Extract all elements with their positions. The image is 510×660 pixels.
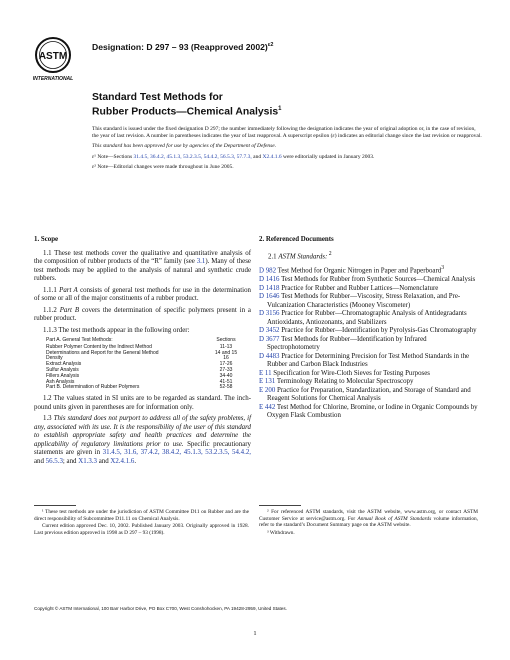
para-2-1: 2.1 ASTM Standards: $^2$ (268, 250, 332, 260)
footnote-1-approval: Current edition approved Dec. 10, 2002. Published January 2003. Originally approved in 1928. Last previous edition approved in 1998 as D 297 – 93 (1998). (34, 523, 249, 536)
epsilon-2-note: ε² Note—Editorial changes were made throughout in June 2005. (92, 163, 234, 170)
reference-item (259, 285, 478, 294)
reference-title: Practice for Rubber—Identification by Pyrolysis-Gas Chromatography (279, 327, 477, 335)
reference-item (259, 370, 478, 379)
reference-title: Test Method for Chlorine, Bromine, or Iodine in Organic Compounds by Oxygen Flask Combustion (267, 403, 478, 420)
reference-code-link[interactable]: E 442 (259, 403, 276, 411)
para-1-1: 1.1 These test methods cover the qualitative and quantitative analysis of the composition of rubber products of the “R” family (see 3.1). Many of these test methods may be applied to the analysis of natural and synthetic crude rubbers. (34, 249, 251, 282)
method-name: Ash Analysis (46, 378, 75, 385)
methods-table (34, 338, 251, 391)
method-name: Sulfur Analysis (46, 366, 79, 373)
copyright: Copyright © ASTM International, 100 Barr Harbor Drive, PO Box C700, West Conshohocken, PA 19428-2959, United States. (34, 606, 287, 611)
reference-title: Practice for Preparation, Standardization, and Storage of Standard and Reagent Solutions for Chemical Analysis (267, 386, 471, 403)
footnotes-left (34, 509, 249, 537)
reference-item (259, 327, 478, 336)
method-sections: 34-40 (219, 372, 233, 379)
right-column (259, 236, 478, 421)
methods-table-row (34, 351, 251, 357)
reference-title: Practice for Rubber—Chromatographic Analysis of Antidegradants Antioxidants, Antiozonants, and Stabilizers (267, 310, 467, 326)
astm-logo (33, 36, 73, 84)
method-sections: 27-33 (219, 366, 233, 373)
reference-item (259, 353, 478, 370)
svg-text:ASTM: ASTM (38, 51, 68, 62)
footnote-rule-right (259, 505, 301, 506)
reference-title: Practice for Determining Precision for Test Method Standards in the Rubber and Carbon Black Industries (267, 352, 470, 369)
page-number: 1 (253, 630, 257, 637)
link-3-1[interactable]: 3.1 (196, 258, 206, 265)
epsilon-1-note: ε¹ Note—Sections 31.4.5, 36.4.2, 45.1.3, 53.2.3.5, 54.4.2, 56.5.3, 57.7.3, and X2.4.1.6 were editorially updated in January 2003. (92, 153, 375, 160)
reference-item (259, 387, 478, 404)
reference-title: Specification for Wire-Cloth Sieves for Testing Purposes (271, 369, 430, 377)
document-title (92, 92, 281, 117)
para-1-1-1: 1.1.1 Part A consists of general test methods for use in the determination of some or all of the major constituents of a rubber product. (34, 286, 251, 302)
reference-item (259, 310, 478, 327)
reference-code-link[interactable]: E 11 (259, 369, 272, 377)
reference-code-link[interactable]: D 1646 (259, 293, 280, 301)
reference-title: Test Methods for Rubber—Viscosity, Stress Relaxation, and Pre-Vulcanization Characteristics (Mooney Viscometer) (267, 293, 461, 309)
para-1-2: 1.2 The values stated in SI units are to be regarded as standard. The inch-pound units given in parentheses are for information only. (34, 395, 251, 411)
reference-code-link[interactable]: D 1418 (259, 284, 280, 292)
reference-title: Terminology Relating to Molecular Spectroscopy (275, 378, 414, 386)
reference-title: Test Methods for Rubber—Identification by Infrared Spectrophotometry (267, 335, 427, 352)
reference-list (259, 264, 478, 420)
footnotes-right (259, 509, 478, 537)
reference-code-link[interactable]: D 4483 (259, 352, 280, 360)
reference-code-link[interactable]: D 3452 (259, 327, 280, 335)
reference-code-link[interactable]: D 3156 (259, 310, 280, 318)
method-sections: 41-51 (219, 378, 233, 385)
left-column (34, 236, 251, 469)
reference-item (259, 378, 478, 387)
method-name: Part B. Determination of Rubber Polymers (46, 384, 140, 391)
method-name: Density (46, 355, 63, 362)
scope-heading: 1. Scope (34, 236, 59, 243)
title-line-1: Standard Test Methods for (92, 92, 223, 103)
methods-table-row (34, 385, 251, 391)
reference-footnote-mark: 3 (441, 265, 445, 272)
defense-note: This standard has been approved for use by agencies of the Department of Defense. (92, 143, 277, 150)
safety-links[interactable]: 31.4.5, 31.6, 37.4.2, 38.4.2, 45.1.3, 53.2.3.5, 54.4.2, (102, 449, 251, 457)
para-1-1-2: 1.1.2 Part B covers the determination of specific polymers present in a rubber product. (34, 306, 251, 322)
designation: Designation: D 297 – 93 (Reapproved 2002)$^{\varepsilon 2}$ (92, 42, 274, 52)
reference-code-link[interactable]: D 1416 (259, 276, 280, 284)
method-sections: 11-13 (219, 343, 233, 350)
footnote-rule-left (34, 505, 76, 506)
method-name: Extract Analysis (46, 361, 82, 368)
method-sections: 52-58 (219, 384, 233, 391)
e1-last-link[interactable]: X2.4.1.6 (262, 153, 282, 160)
method-sections: 17-26 (219, 361, 233, 368)
reference-item (259, 264, 478, 276)
reference-item (259, 404, 478, 421)
method-name: Fillers Analysis (46, 372, 80, 379)
link-56-5-3[interactable]: 56.5.3 (45, 457, 63, 465)
reference-code-link[interactable]: D 3677 (259, 335, 280, 343)
e1-sections-link[interactable]: 31.4.5, 36.4.2, 45.1.3, 53.2.3.5, 54.4.2, 56.5.3, 57.7.3, (133, 153, 252, 160)
reference-code-link[interactable]: E 131 (259, 378, 276, 386)
references-heading: 2. Referenced Documents (259, 236, 334, 243)
intro-notes (92, 126, 482, 174)
footnote-2: ² For referenced ASTM standards, visit the ASTM website, www.astm.org, or contact ASTM Customer Service at service@astm.org. For Annual Book of ASTM Standards volume information, refer to the standard’s Document Summary page on the ASTM website. (259, 509, 478, 529)
link-x2-4-1-6[interactable]: X2.4.1.6 (110, 457, 135, 465)
logo-text: INTERNATIONAL (33, 76, 73, 82)
reference-item (259, 336, 478, 353)
header-name: Part A. General Test Methods: (46, 337, 113, 343)
para-1-1-3: 1.1.3 The test methods appear in the following order: (43, 326, 190, 334)
reference-code-link[interactable]: D 982 (259, 267, 277, 275)
reference-title: Test Methods for Rubber from Synthetic Sources—Chemical Analysis (279, 276, 476, 284)
method-sections: 16 (223, 355, 229, 362)
reference-item (259, 276, 478, 285)
issue-note: This standard is issued under the fixed designation D 297; the number immediately following the designation indicates the year of original adoption or, in the case of revision, the year of last revision. A number in parentheses indicates the year of last reapproval. A superscript epsilon (ε) indicates an editorial change since the last revision or reapproval. (92, 126, 482, 140)
method-name: Rubber Polymer Content by the Indirect Method (46, 343, 152, 350)
reference-item (259, 293, 478, 310)
title-line-2: Rubber Products—Chemical Analysis$^1$ (92, 105, 282, 117)
footnote-1: ¹ These test methods are under the jurisdiction of ASTM Committee D11 on Rubber and are the direct responsibility of Subcommittee D11.11 on Chemical Analysis. (34, 509, 249, 522)
method-sections: 14 and 15 (214, 349, 238, 356)
link-x1-3-3[interactable]: X1.3.3 (78, 457, 97, 465)
reference-code-link[interactable]: E 200 (259, 386, 276, 394)
header-sections: Sections (216, 337, 236, 343)
reference-title: Test Method for Organic Nitrogen in Paper and Paperboard (276, 267, 442, 275)
para-1-3: 1.3 This standard does not purport to address all of the safety problems, if any, associated with its use. It is the responsibility of the user of this standard to establish appropriate safety and health practices and determine the applicability of regulatory limitations prior to use. Specific precautionary statements are given in 31.4.5, 31.6, 37.4.2, 38.4.2, 45.1.3, 53.2.3.5, 54.4.2, and 56.5.3; and X1.3.3 and X2.4.1.6. (34, 415, 251, 465)
method-name: Determinations and Report for the General Method (46, 349, 159, 356)
footnote-3: ³ Withdrawn. (267, 529, 295, 536)
reference-title: Practice for Rubber and Rubber Lattices—Nomenclature (279, 284, 439, 292)
